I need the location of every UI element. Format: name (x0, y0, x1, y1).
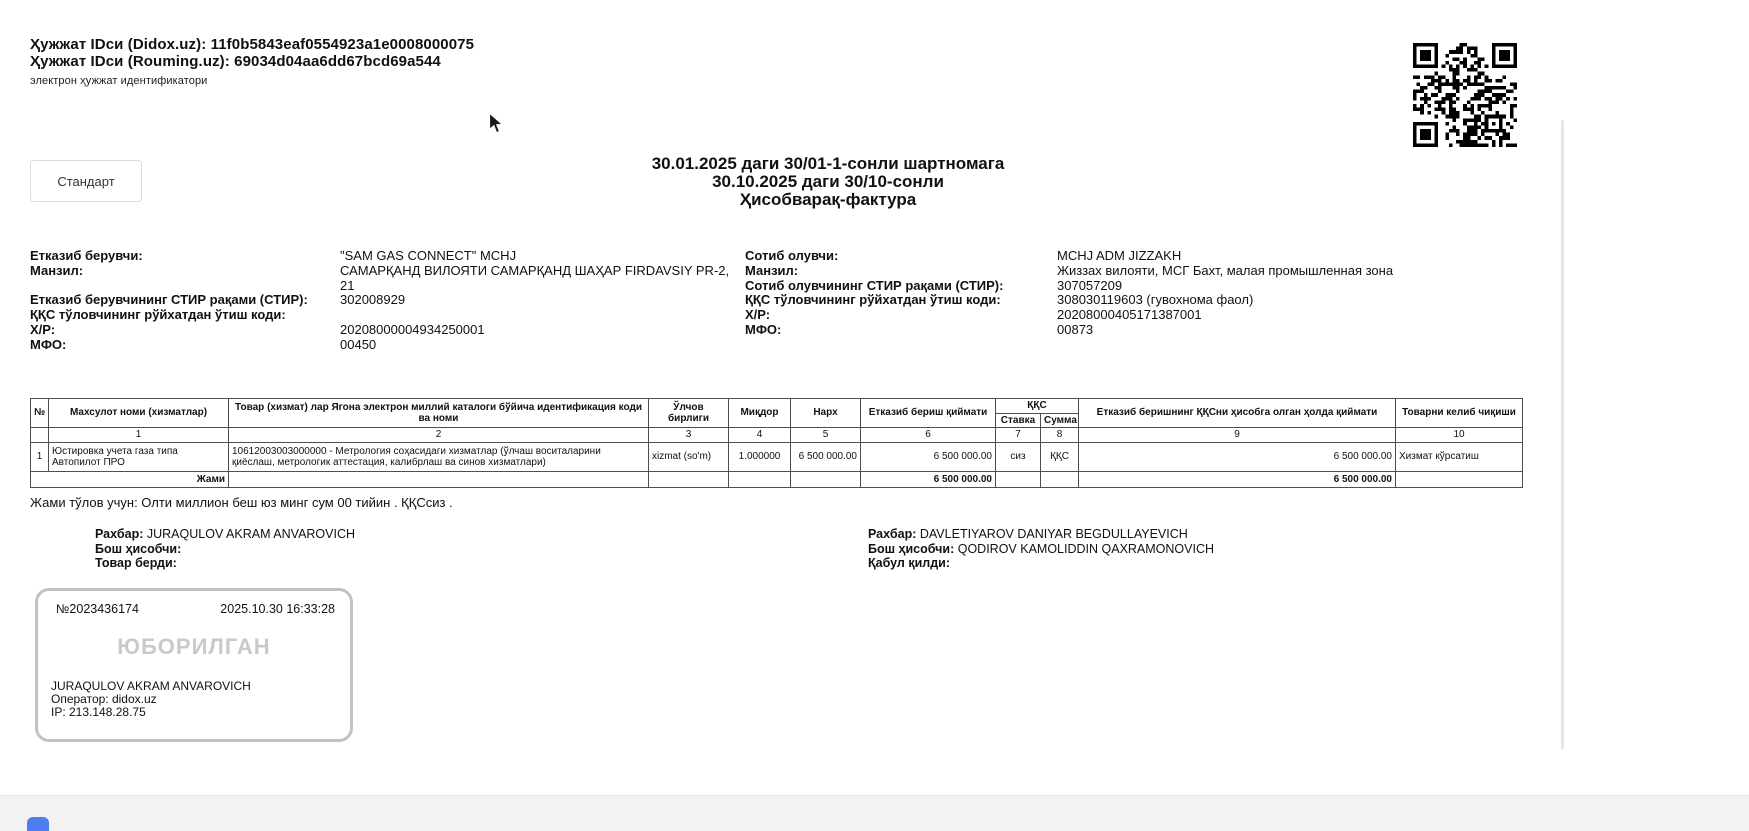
sig-line (868, 542, 1214, 557)
total-label: Жами (31, 472, 229, 488)
cell-unit: xizmat (so'm) (649, 443, 729, 472)
sig-label: Қабул қилди: (868, 556, 951, 570)
table-colnum-row (31, 428, 1523, 443)
didox-id: Ҳужжат IDси (Didox.uz): 11f0b5843eaf0554923a1e0008000075 (30, 36, 475, 53)
stamp-footer (51, 680, 251, 719)
sig-line (868, 527, 1214, 542)
buyer-label: Сотиб олувчининг СТИР рақами (СТИР): (745, 277, 1004, 293)
col-catalog: Товар (хизмат) лар Ягона электрон миллий каталоги бўйича идентификация коди ва номи (229, 399, 649, 428)
total-empty (649, 472, 729, 488)
seller-value: "SAM GAS CONNECT" MCHJ (340, 248, 517, 263)
cell-total-with-vat: 6 500 000.00 (1079, 443, 1396, 472)
total-delivery: 6 500 000.00 (861, 472, 996, 488)
col-origin: Товарни келиб чиқиши (1396, 399, 1523, 428)
col-vat-rate: Ставка (996, 413, 1041, 428)
colnum: 4 (729, 428, 791, 443)
buyer-row (745, 308, 1545, 323)
sig-label: Рахбар: (95, 527, 144, 541)
col-price: Нарх (791, 399, 861, 428)
buyer-value: MCHJ ADM JIZZAKH (1057, 248, 1182, 263)
buyer-label: ҚҚС тўловчининг рўйхатдан ўтиш коди: (745, 292, 1001, 308)
cell-delivery: 6 500 000.00 (861, 443, 996, 472)
seller-value: 20208000004934250001 (340, 321, 485, 337)
seller-label: Х/Р: (30, 321, 56, 337)
seller-label: МФО: (30, 336, 67, 352)
seller-row (30, 264, 735, 294)
col-total-with-vat: Етказиб беришнинг ҚҚСни ҳисобга олган ҳолда қиймати (1079, 399, 1396, 428)
id-caption: электрон ҳужжат идентификатори (30, 75, 208, 87)
colnum: 2 (229, 428, 649, 443)
sig-line (95, 542, 355, 557)
seller-signatures (95, 527, 355, 571)
buyer-value: 308030119603 (гувохнома фаол) (1057, 292, 1254, 308)
seller-row (30, 293, 735, 308)
seller-label: Етказиб берувчи: (30, 248, 143, 263)
cell-vat-sum: ҚҚС (1041, 443, 1079, 472)
seller-row (30, 308, 735, 323)
seller-label: Етказиб берувчининг СТИР рақами (СТИР): (30, 292, 308, 308)
cell-price: 6 500 000.00 (791, 443, 861, 472)
seller-row (30, 338, 735, 353)
colnum: 7 (996, 428, 1041, 443)
document-ids (30, 36, 474, 90)
invoice-title (95, 155, 1561, 209)
invoice-table (30, 398, 1523, 488)
sig-value: JURAQULOV AKRAM ANVAROVICH (146, 527, 356, 541)
sig-label: Товар берди: (95, 556, 177, 570)
standard-button-label: Стандарт (57, 173, 115, 189)
colnum: 8 (1041, 428, 1079, 443)
seller-value: 00450 (340, 336, 377, 352)
buyer-label: Сотиб олувчи: (745, 248, 839, 263)
sig-line (95, 527, 355, 542)
cell-origin: Хизмат кўрсатиш (1396, 443, 1523, 472)
colnum: 6 (861, 428, 996, 443)
colnum: 3 (649, 428, 729, 443)
sig-line (95, 556, 355, 571)
cell-vat-rate: сиз (996, 443, 1041, 472)
buyer-row (745, 279, 1545, 294)
buyer-row (745, 323, 1545, 338)
scrollbar[interactable] (1561, 120, 1564, 750)
total-with-vat: 6 500 000.00 (1079, 472, 1396, 488)
seller-row (30, 249, 735, 264)
total-empty (791, 472, 861, 488)
chat-widget-button[interactable] (27, 817, 49, 831)
title-line-1: 30.01.2025 даги 30/01-1-сонли шартномага (651, 154, 1005, 173)
buyer-row (745, 264, 1545, 279)
total-empty (229, 472, 649, 488)
buyer-block (745, 249, 1545, 338)
stamp-operator: Оператор: didox.uz (51, 692, 157, 706)
stamp-status: ЮБОРИЛГАН (117, 634, 271, 659)
col-product: Махсулот номи (хизматлар) (49, 399, 229, 428)
buyer-label: МФО: (745, 321, 782, 337)
buyer-label: Манзил: (745, 262, 799, 278)
seller-label: Манзил: (30, 262, 84, 278)
cell-num: 1 (31, 443, 49, 472)
seller-value: САМАРҚАНД ВИЛОЯТИ САМАРҚАНД ШАҲАР FIRDAVSIY PR-2, 21 (340, 262, 730, 293)
mouse-cursor-icon (488, 112, 506, 136)
buyer-value: Жиззах вилояти, МСГ Бахт, малая промышленная зона (1057, 262, 1394, 278)
sig-label: Рахбар: (868, 527, 917, 541)
seller-label: ҚҚС тўловчининг рўйхатдан ўтиш коди: (30, 307, 286, 323)
stamp-signer: JURAQULOV AKRAM ANVAROVICH (51, 679, 251, 693)
seller-block (30, 249, 735, 353)
total-empty (729, 472, 791, 488)
cell-qty: 1.000000 (729, 443, 791, 472)
col-vat-sum: Сумма (1041, 413, 1079, 428)
colnum: 5 (791, 428, 861, 443)
colnum: 10 (1396, 428, 1523, 443)
total-empty (1041, 472, 1079, 488)
title-line-3: Ҳисобварақ-фактура (739, 190, 917, 209)
sig-label: Бош ҳисобчи: (95, 541, 182, 556)
table-total-row (31, 472, 1523, 488)
page-footer-band (0, 795, 1749, 831)
col-unit: Ўлчов бирлиги (649, 399, 729, 428)
colnum-empty (31, 428, 49, 443)
col-vat: ҚҚС (996, 399, 1079, 414)
cell-catalog: 10612003003000000 - Метрология соҳасидаги хизматлар (ўлчаш воситаларини қиёслаш, метрологик аттестация, калибрлаш ва синов хизматлари) (229, 443, 649, 472)
col-num: № (31, 399, 49, 428)
table-header-row (31, 399, 1523, 414)
rouming-id: Ҳужжат IDси (Rouming.uz): 69034d04aa6dd67bcd69a544 (30, 53, 441, 70)
table-data-row (31, 443, 1523, 472)
sig-label: Бош ҳисобчи: (868, 541, 955, 556)
total-empty (1396, 472, 1523, 488)
colnum: 1 (49, 428, 229, 443)
col-delivery: Етказиб бериш қиймати (861, 399, 996, 428)
sig-line (868, 556, 1214, 571)
stamp-number: №2023436174 (56, 602, 139, 616)
buyer-label: Х/Р: (745, 307, 771, 323)
sig-value: DAVLETIYAROV DANIYAR BEGDULLAYEVICH (919, 527, 1188, 541)
sig-value: QODIROV KAMOLIDDIN QAXRAMONOVICH (957, 541, 1215, 556)
cell-product: Юстировка учета газа типа Автопилот ПРО (49, 443, 229, 472)
col-qty: Миқдор (729, 399, 791, 428)
buyer-value: 307057209 (1057, 277, 1123, 293)
total-empty (996, 472, 1041, 488)
colnum: 9 (1079, 428, 1396, 443)
buyer-signatures (868, 527, 1214, 571)
seller-value: 302008929 (340, 292, 406, 308)
buyer-value: 00873 (1057, 321, 1094, 337)
stamp-ip: IP: 213.148.28.75 (51, 705, 146, 719)
qr-code (1413, 43, 1517, 147)
title-line-2: 30.10.2025 даги 30/10-сонли (712, 172, 944, 191)
seller-row (30, 323, 735, 338)
stamp-datetime: 2025.10.30 16:33:28 (220, 602, 335, 616)
electronic-stamp (35, 588, 353, 742)
amount-in-words: Жами тўлов учун: Олти миллион беш юз минг сум 00 тийин . ҚҚСсиз . (30, 495, 453, 510)
buyer-row (745, 293, 1545, 308)
buyer-value: 20208000405171387001 (1057, 307, 1202, 323)
buyer-row (745, 249, 1545, 264)
